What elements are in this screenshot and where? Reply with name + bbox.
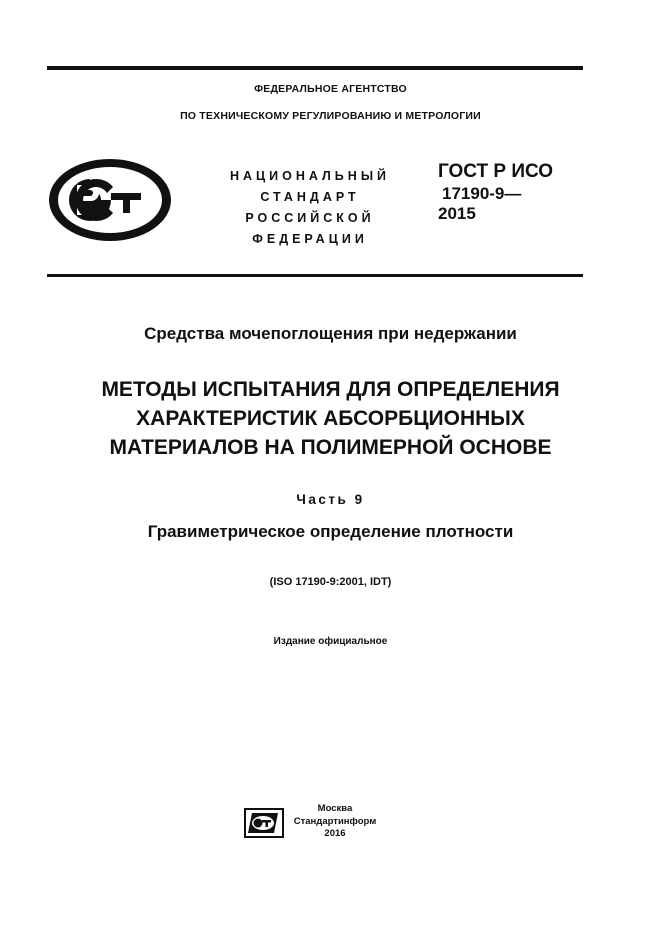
standard-type (212, 166, 408, 250)
document-subject: Средства мочепоглощения при недержании (144, 324, 517, 343)
middle-rule (47, 274, 583, 277)
iso-reference: (ISO 17190-9:2001, IDT) (269, 576, 392, 588)
document-title (0, 375, 661, 462)
top-rule (47, 66, 583, 70)
document-title-line-3: МАТЕРИАЛОВ НА ПОЛИМЕРНОЙ ОСНОВЕ (109, 436, 552, 459)
publisher-year: 2016 (324, 828, 346, 839)
document-title-line-1: МЕТОДЫ ИСПЫТАНИЯ ДЛЯ ОПРЕДЕЛЕНИЯ (101, 378, 560, 401)
gost-title: ГОСТ Р ИСО (438, 161, 554, 182)
gost-designation (438, 160, 553, 224)
publisher-city: Москва (317, 803, 353, 814)
document-part: Часть 9 (296, 492, 365, 507)
publisher-name: Стандартинформ (293, 815, 377, 827)
agency-line-1: ФЕДЕРАЛЬНОЕ АГЕНТСТВО (254, 83, 407, 95)
publisher-block (290, 803, 380, 841)
document-title-line-2: ХАРАКТЕРИСТИК АБСОРБЦИОННЫХ (136, 407, 525, 430)
rst-emblem-icon (47, 157, 173, 243)
document-part-title: Гравиметрическое определение плотности (147, 522, 514, 541)
standard-type-line-4: ФЕДЕРАЦИИ (252, 232, 368, 246)
agency-line-2: ПО ТЕХНИЧЕСКОМУ РЕГУЛИРОВАНИЮ И МЕТРОЛОГИИ (180, 110, 481, 122)
standard-type-line-2: СТАНДАРТ (260, 190, 360, 204)
gost-number: 17190-9— (442, 184, 522, 203)
edition-note: Издание официальное (273, 636, 388, 647)
standard-type-line-1: НАЦИОНАЛЬНЫЙ (229, 169, 391, 183)
standard-type-line-3: РОССИЙСКОЙ (245, 211, 375, 225)
standartinform-logo-icon (244, 808, 284, 838)
gost-year: 2015 (438, 204, 476, 223)
